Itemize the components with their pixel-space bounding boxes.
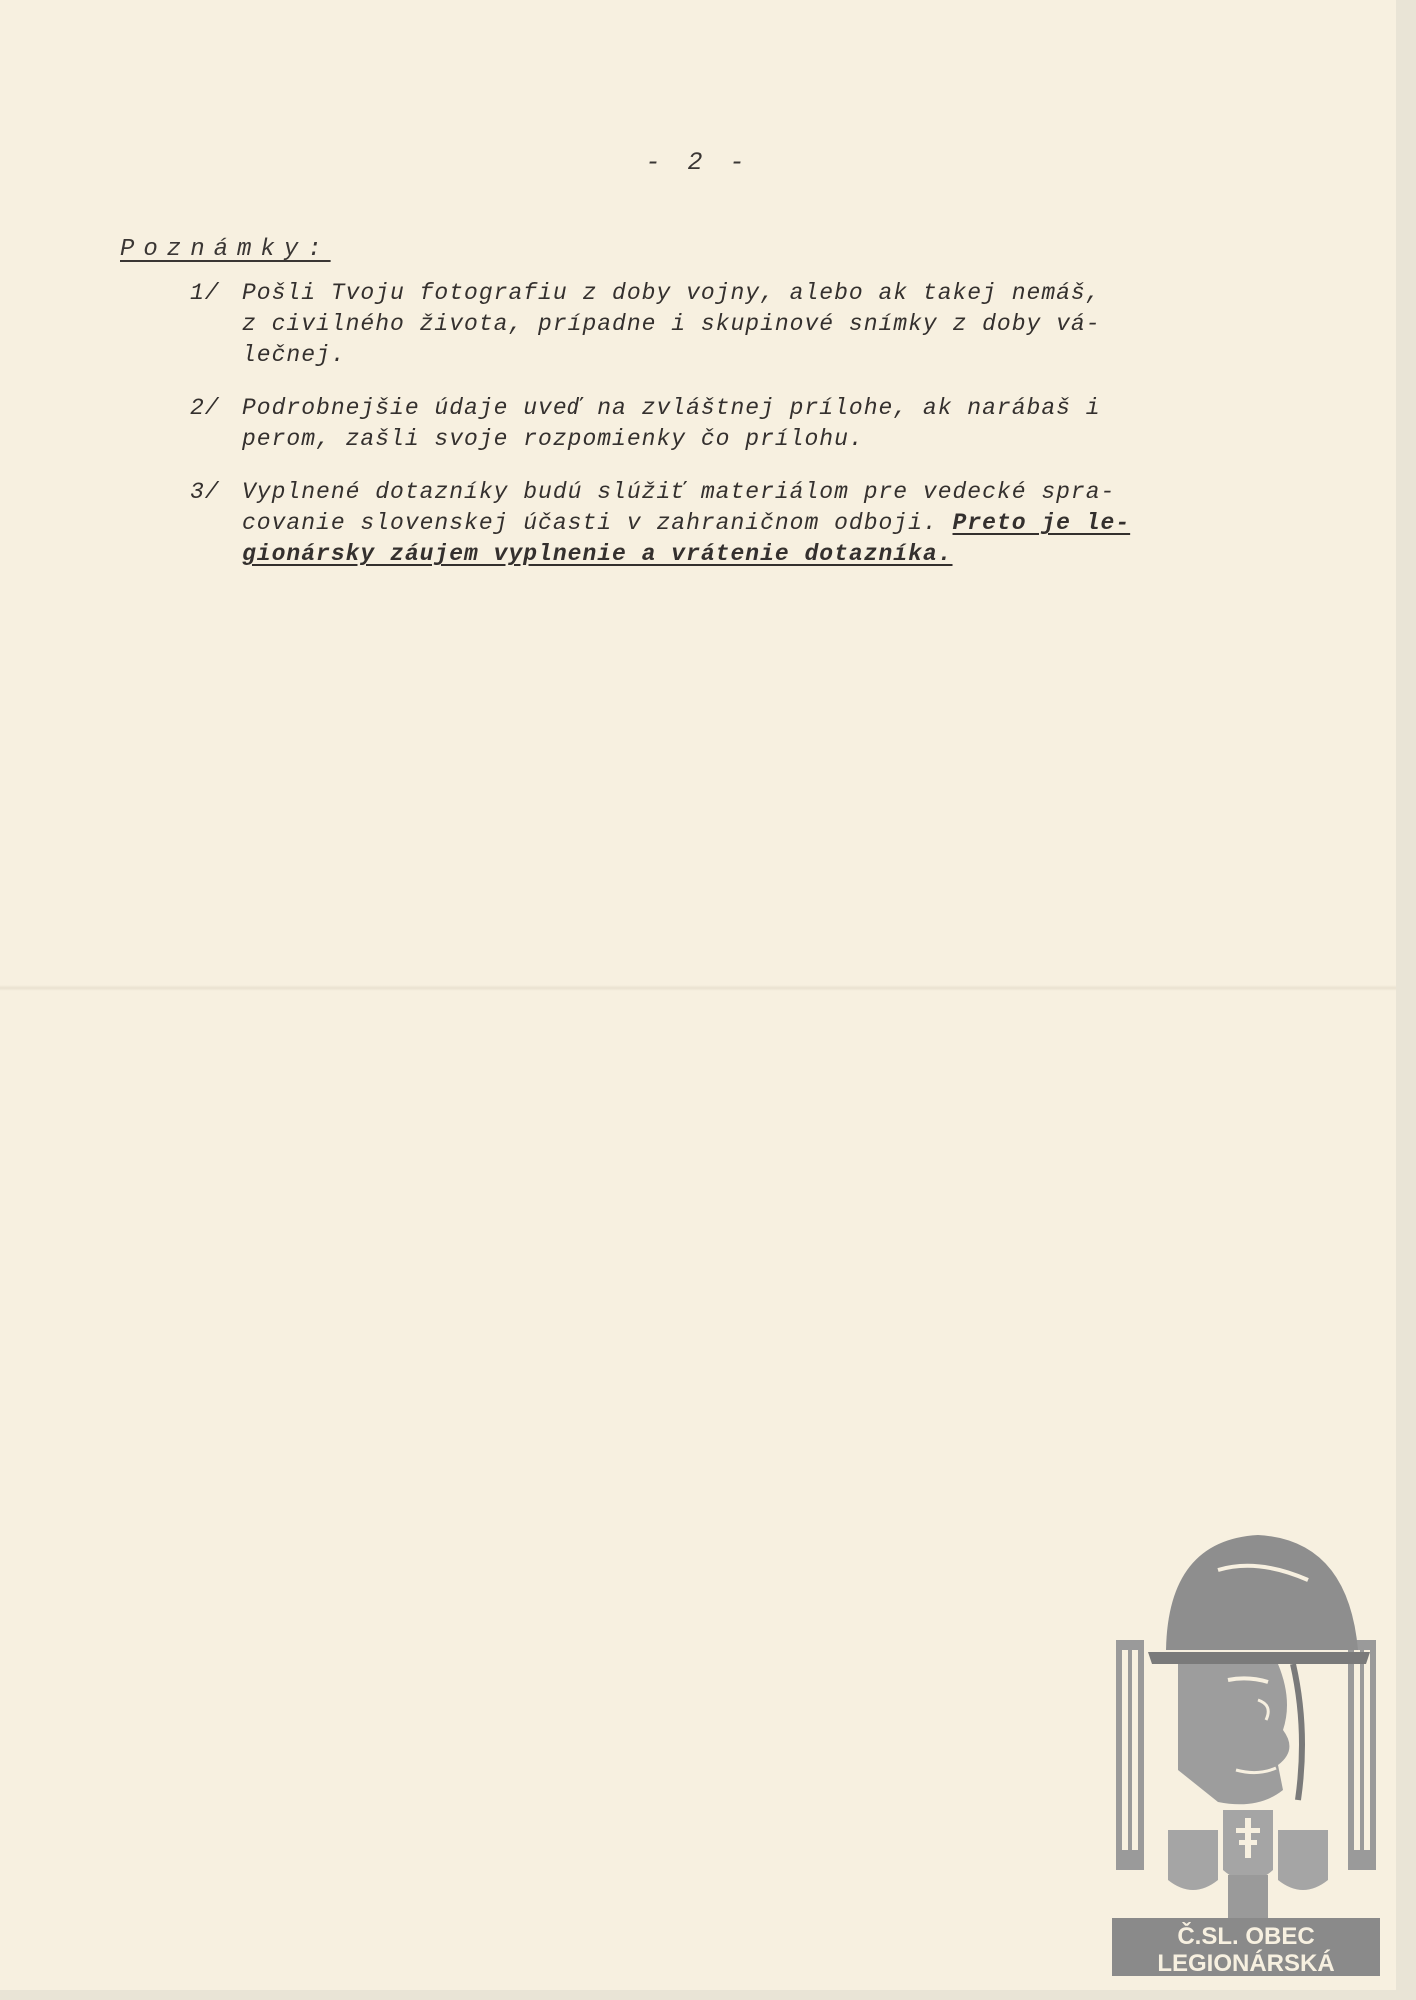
legion-stamp-logo xyxy=(1108,1530,1384,1980)
note-item xyxy=(190,477,1270,570)
notes-heading: Poznámky: xyxy=(120,236,331,263)
page-number: - 2 - xyxy=(645,148,751,177)
note-text: Pošli Tvoju fotografiu z doby vojny, alebo ak takej nemáš, z civilného života, prípadne i skupinové snímky z doby vá- lečnej. xyxy=(242,280,1101,368)
note-item xyxy=(190,393,1270,455)
note-number: 1/ xyxy=(190,280,220,306)
note-item xyxy=(190,278,1270,371)
note-text xyxy=(242,477,1262,570)
note-text: Podrobnejšie údaje uveď na zvláštnej prílohe, ak narábaš i perom, zašli svoje rozpomienky čo prílohu. xyxy=(242,395,1101,452)
notes-list xyxy=(190,278,1270,592)
note-number: 3/ xyxy=(190,479,220,505)
stamp-line-1: Č.SL. OBEC xyxy=(1177,1923,1315,1950)
note-number: 2/ xyxy=(190,395,220,421)
paper-fold xyxy=(0,985,1396,991)
note-text-plain: Vyplnené dotazníky budú slúžiť materiálom pre vedecké spra- covanie slovenskej účasti v zahraničnom odboji. xyxy=(242,479,1116,536)
stamp-line-2: LEGIONÁRSKÁ xyxy=(1157,1950,1335,1977)
note-text-emphasis: Preto je le- gionársky záujem vyplnenie a vrátenie dotazníka. xyxy=(242,510,1131,567)
soldier-emblem-icon xyxy=(1108,1530,1384,1980)
